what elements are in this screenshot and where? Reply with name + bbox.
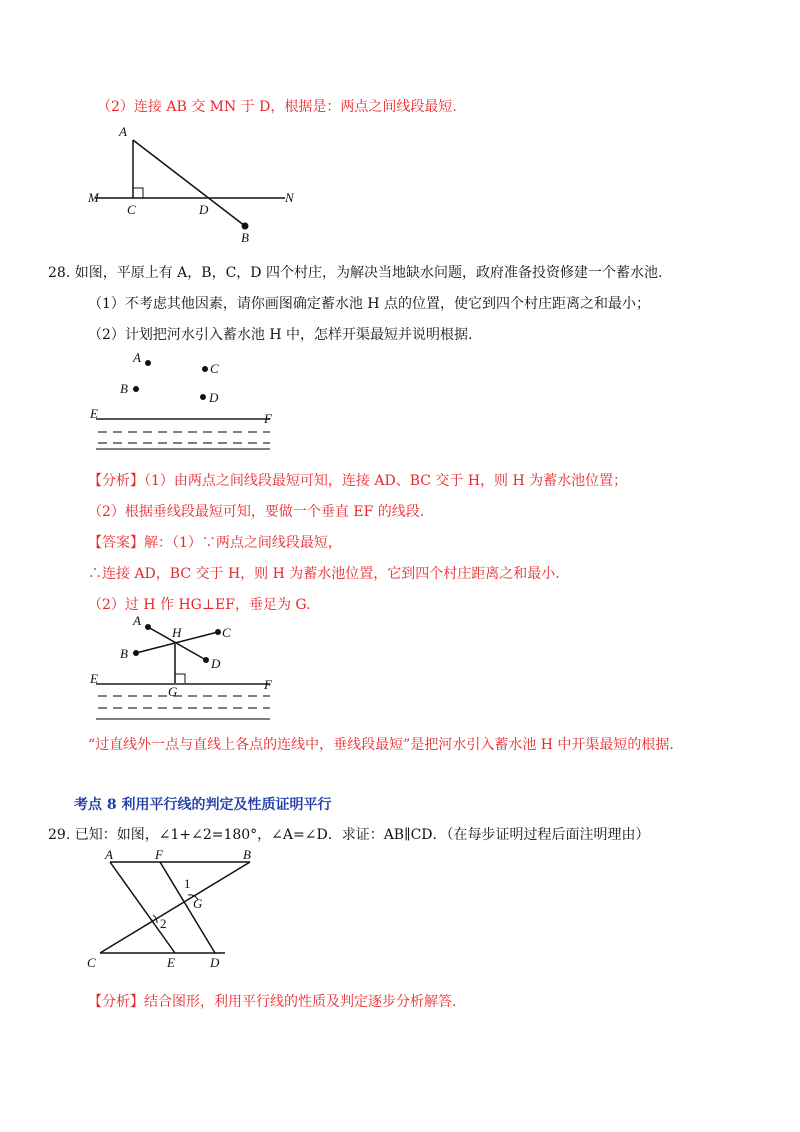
fig1-label-c: C xyxy=(127,202,136,217)
q28-analysis2: （2）根据垂线段最短可知，要做一个垂直 EF 的线段. xyxy=(88,504,425,520)
fig1-label-a: A xyxy=(119,124,127,139)
fig4-label-f: F xyxy=(155,847,163,862)
q28-answer1: 解：（1）∵两点之间线段最短， xyxy=(144,535,342,551)
q29-analysis: 结合图形，利用平行线的性质及判定逐步分析解答. xyxy=(144,994,457,1010)
fig2-label-c: C xyxy=(210,361,219,376)
q29-analysis-tag: 【分析】 xyxy=(88,994,144,1010)
fig4-label-angle-1: 1 xyxy=(184,876,191,891)
q29-stem: 29. 已知：如图，∠1+∠2=180°，∠A=∠D．求证：AB∥CD．（在每步证明过程后面注明理由） xyxy=(48,827,650,843)
q28-analysis-tag: 【分析】 xyxy=(88,473,144,489)
figure-1 xyxy=(85,118,305,248)
q28-answer3: （2）过 H 作 HG⊥EF，垂足为 G. xyxy=(88,597,311,613)
q28-analysis-line1 xyxy=(88,472,627,490)
fig3-label-f: F xyxy=(264,677,272,692)
q28-sub2: （2）计划把河水引入蓄水池 H 中，怎样开渠最短并说明根据. xyxy=(88,327,473,343)
q28-answer4: “过直线外一点与直线上各点的连线中，垂线段最短”是把河水引入蓄水池 H 中开渠最短的根据. xyxy=(88,737,674,753)
q29-analysis-line xyxy=(88,993,456,1011)
fig4-label-c: C xyxy=(87,955,96,970)
fig1-label-b: B xyxy=(241,230,249,245)
q28-answer-line1 xyxy=(88,534,342,552)
fig3-label-a: A xyxy=(133,613,141,628)
fig1-label-d: D xyxy=(199,202,209,217)
q27-part2: （2）连接 AB 交 MN 于 D，根据是：两点之间线段最短. xyxy=(97,99,457,115)
fig3-label-e: E xyxy=(90,671,98,686)
q28-answer-tag: 【答案】 xyxy=(88,535,144,551)
fig4-label-g: G xyxy=(193,896,203,911)
fig2-label-d: D xyxy=(209,390,219,405)
fig2-label-a: A xyxy=(133,350,141,365)
fig2-label-e: E xyxy=(90,406,98,421)
figure-3 xyxy=(88,612,288,727)
q28-sub1: （1）不考虑其他因素，请你画图确定蓄水池 H 点的位置，使它到四个村庄距离之和最小； xyxy=(88,296,651,312)
q28-analysis1: （1）由两点之间线段最短可知，连接 AD、BC 交于 H，则 H 为蓄水池位置； xyxy=(144,473,628,489)
q28-answer2: ∴连接 AD，BC 交于 H，则 H 为蓄水池位置，它到四个村庄距离之和最小. xyxy=(88,566,560,582)
fig3-label-h: H xyxy=(172,625,182,640)
fig3-label-b: B xyxy=(120,646,128,661)
fig3-label-g: G xyxy=(168,684,178,699)
fig1-label-n: N xyxy=(285,190,294,205)
fig3-label-d: D xyxy=(211,656,221,671)
fig4-label-d: D xyxy=(210,955,220,970)
fig4-label-e: E xyxy=(167,955,175,970)
fig2-label-f: F xyxy=(264,411,272,426)
figure-2 xyxy=(88,348,288,453)
fig1-label-m: M xyxy=(88,190,99,205)
fig2-label-b: B xyxy=(120,381,128,396)
fig4-label-a: A xyxy=(105,847,113,862)
fig4-label-angle-2: 2 xyxy=(160,916,167,931)
kp8-title: 考点 8 利用平行线的判定及性质证明平行 xyxy=(74,797,332,813)
fig4-label-b: B xyxy=(243,847,251,862)
fig3-label-c: C xyxy=(222,625,231,640)
q28-stem: 28. 如图，平原上有 A，B，C，D 四个村庄，为解决当地缺水问题，政府准备投资修建一个蓄水池. xyxy=(48,265,663,281)
figure-4 xyxy=(85,845,270,975)
